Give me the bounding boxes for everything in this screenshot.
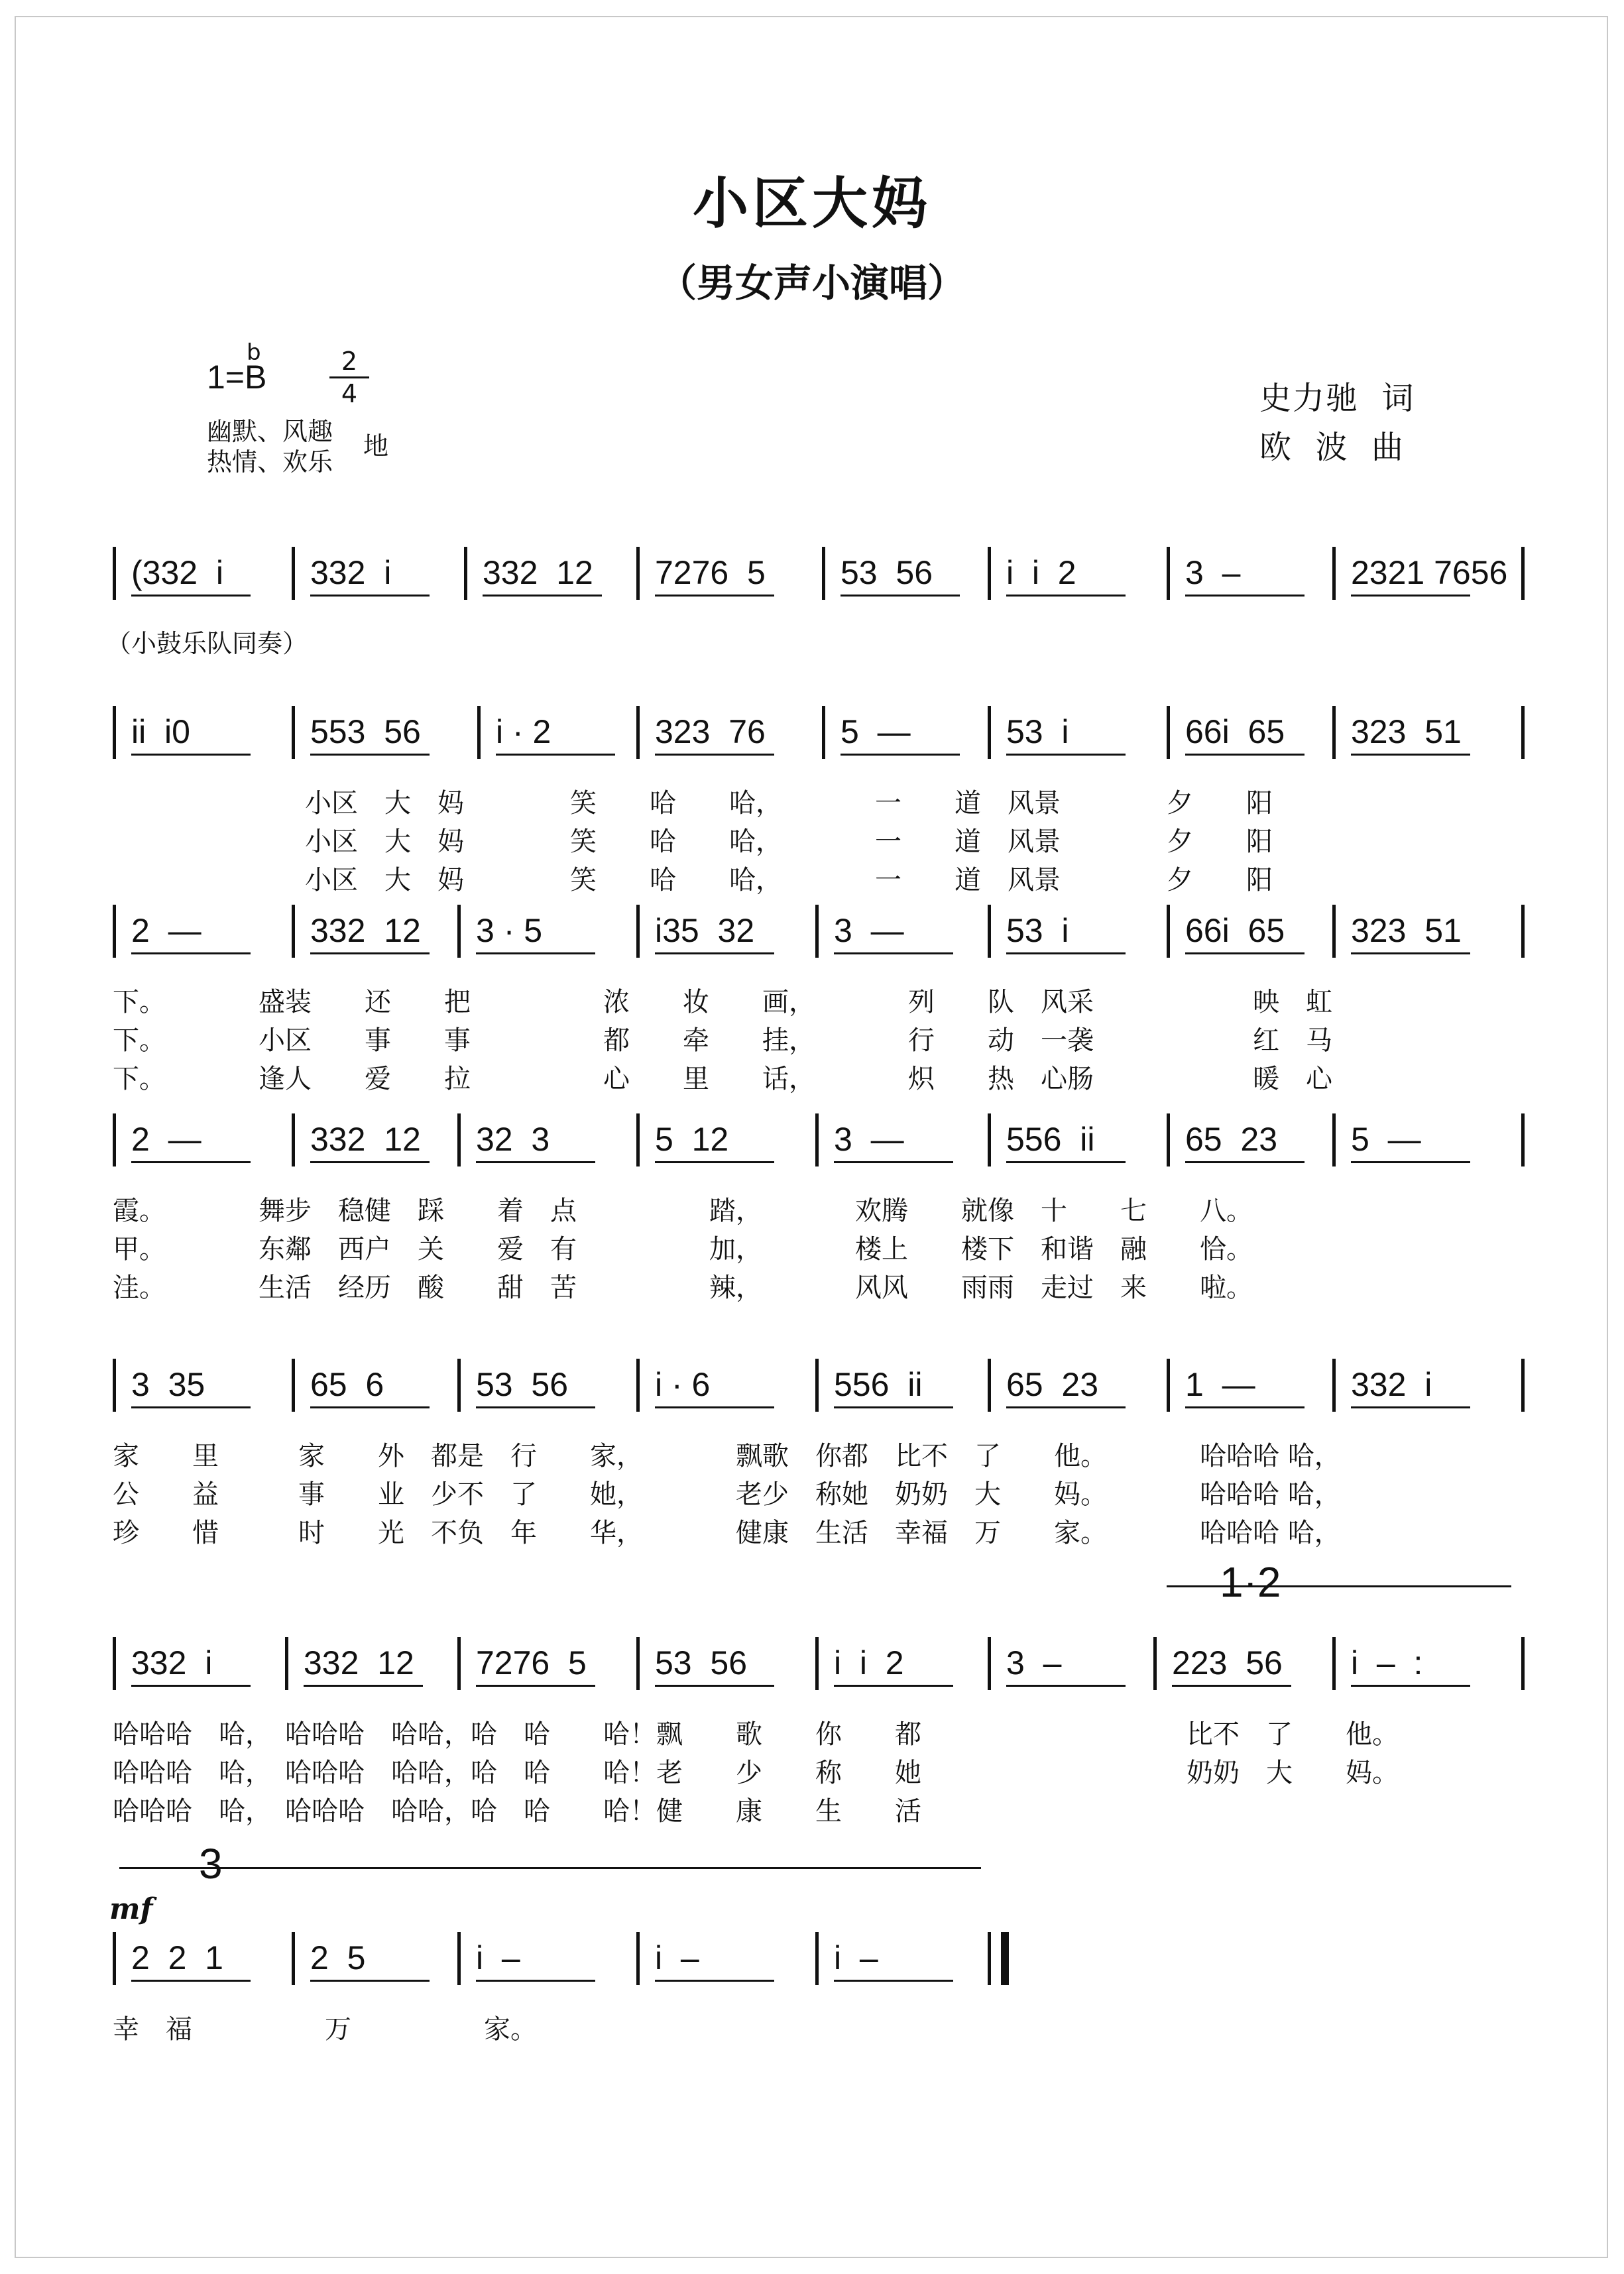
beam-line [1351,1685,1470,1687]
bar-line [292,905,295,958]
bar-line [113,1932,116,1985]
bar-line [988,1932,991,1985]
measure-notes: 53 i [1006,912,1069,949]
performance-note: （小鼓乐队同奏） [106,629,308,658]
measure-notes: 65 23 [1006,1366,1099,1403]
measure-notes: 323 51 [1351,713,1462,750]
measure-notes: 1 — [1185,1366,1255,1403]
measure-notes: i i 2 [834,1644,904,1681]
beam-line [1185,1161,1305,1163]
bar-line [988,905,991,958]
measure-notes: 556 ii [1006,1121,1095,1158]
dynamic-marking: mf [109,1892,153,1926]
key-signature: 1=B [207,359,267,396]
beam-line [1185,595,1305,597]
bar-line [1332,547,1336,600]
bar-line [988,547,991,600]
lyric-line: 哈哈哈 哈， 哈哈哈 哈哈，哈 哈 哈！老 少 称 她 奶奶 大 妈。 [113,1758,1399,1788]
measure-notes: 2 — [131,912,202,949]
bar-line [457,1359,461,1412]
measure-notes: 332 i [310,554,392,591]
measure-notes: 556 ii [834,1366,923,1403]
bar-line [464,547,467,600]
lyric-line: 哈哈哈 哈， 哈哈哈 哈哈，哈 哈 哈！飘 歌 你 都 比不 了 他。 [113,1719,1399,1750]
beam-line [476,1161,595,1163]
bar-line [988,1113,991,1166]
measure-notes: 553 56 [310,713,421,750]
measure-notes: 332 12 [310,1121,421,1158]
beam-line [1172,1685,1291,1687]
measure-notes: 3 · 5 [476,912,543,949]
measure-notes: 2 5 [310,1939,366,1976]
beam-line [310,1406,430,1408]
time-signature-denominator: 4 [341,379,358,408]
beam-line [131,754,251,756]
beam-line [1351,595,1470,597]
bar-line [1332,706,1336,759]
measure-notes: i35 32 [655,912,755,949]
bar-line [1521,547,1525,600]
bar-line [285,1637,288,1690]
volta-ending-label: 3 [199,1840,223,1888]
bar-line [113,1359,116,1412]
mood-line-2: 热情、欢乐 [207,447,333,477]
beam-line [655,1685,774,1687]
measure-notes: i i 2 [1006,554,1076,591]
beam-line [834,1980,953,1982]
measure-notes: 332 12 [304,1644,414,1681]
measure-notes: 332 i [1351,1366,1432,1403]
bar-line [636,1113,640,1166]
beam-line [310,754,430,756]
bar-line [292,706,295,759]
bar-line [1521,905,1525,958]
beam-line [1006,1406,1126,1408]
bar-line [1167,706,1170,759]
composer-credit: 欧 波 曲 [1259,429,1405,466]
mood-suffix: 地 [363,431,389,461]
key-flat: b [247,339,261,366]
bar-line [822,706,825,759]
bar-line [988,1359,991,1412]
measure-notes: 53 56 [655,1644,748,1681]
bar-line [1332,1113,1336,1166]
bar-line [292,547,295,600]
volta-ending-label: 1·2 [1220,1558,1281,1606]
measure-notes: 3 — [834,1121,904,1158]
bar-line [477,706,481,759]
measure-notes: 3 – [1185,554,1241,591]
beam-line [1006,1685,1126,1687]
bar-line [292,1932,295,1985]
bar-line [815,1113,819,1166]
lyric-line: 甲。 东鄰 西户 关 爱 有 加， 楼上 楼下 和谐 融 恰。 [113,1234,1253,1265]
bar-line [636,547,640,600]
measure-notes: ii i0 [131,713,190,750]
bar-line [1167,905,1170,958]
bar-line [113,1637,116,1690]
measure-notes: 66i 65 [1185,713,1285,750]
beam-line [304,1685,423,1687]
beam-line [834,1406,953,1408]
measure-notes: 7276 5 [655,554,766,591]
bar-line [1521,706,1525,759]
bar-line [457,905,461,958]
lyric-line: 珍 惜 时 光 不负 年 华， 健康 生活 幸福 万 家。 哈哈哈 哈， [113,1518,1341,1548]
lyric-line: 下。 逢人 爱 拉 心 里 话， 炽 热 心肠 暖 心 [113,1064,1332,1094]
measure-notes: 2 2 1 [131,1939,223,1976]
measure-notes: 3 — [834,912,904,949]
bar-line [1167,1359,1170,1412]
beam-line [131,1980,251,1982]
beam-line [834,1685,953,1687]
lyricist-credit: 史力驰 词 [1259,380,1415,417]
beam-line [476,1406,595,1408]
beam-line [131,952,251,954]
measure-notes: 323 51 [1351,912,1462,949]
lyric-line: 小区 大 妈 笑 哈 哈， 一 道 风景 夕 阳 [305,788,1273,819]
beam-line [655,952,774,954]
measure-notes: 2 — [131,1121,202,1158]
beam-line [655,1980,774,1982]
beam-line [310,595,430,597]
volta-bracket [119,1867,981,1869]
measure-notes: 332 i [131,1644,213,1681]
lyric-line: 家 里 家 外 都是 行 家， 飘歌 你都 比不 了 他。 哈哈哈 哈， [113,1441,1341,1471]
beam-line [655,754,774,756]
beam-line [841,595,960,597]
bar-line [1332,905,1336,958]
measure-notes: i – [655,1939,699,1976]
time-signature-numerator: 2 [341,347,358,376]
bar-line [988,706,991,759]
bar-line [1521,1637,1525,1690]
final-bar-line [1001,1932,1009,1985]
volta-bracket [1167,1585,1511,1587]
bar-line [636,706,640,759]
beam-line [1351,754,1470,756]
lyric-line: 小区 大 妈 笑 哈 哈， 一 道 风景 夕 阳 [305,826,1273,857]
beam-line [834,952,953,954]
bar-line [457,1113,461,1166]
beam-line [1185,952,1305,954]
beam-line [1006,754,1126,756]
measure-notes: 5 12 [655,1121,729,1158]
beam-line [131,1161,251,1163]
beam-line [310,1161,430,1163]
measure-notes: 332 12 [483,554,593,591]
beam-line [131,595,251,597]
measure-notes: i · 2 [496,713,551,750]
measure-notes: i – [476,1939,520,1976]
beam-line [310,952,430,954]
bar-line [113,1113,116,1166]
bar-line [113,706,116,759]
bar-line [1521,1113,1525,1166]
beam-line [655,595,774,597]
beam-line [1351,952,1470,954]
beam-line [1006,595,1126,597]
lyric-line: 下。 盛装 还 把 浓 妆 画， 列 队 风采 映 虹 [113,987,1332,1017]
song-subtitle: （男女声小演唱） [658,260,966,306]
mood-line-1: 幽默、风趣 [207,417,333,446]
measure-notes: i – : [1351,1644,1423,1681]
bar-line [636,1359,640,1412]
measure-notes: 53 56 [476,1366,569,1403]
measure-notes: 5 — [1351,1121,1421,1158]
bar-line [1521,1359,1525,1412]
measure-notes: 332 12 [310,912,421,949]
bar-line [636,1637,640,1690]
song-title: 小区大妈 [692,170,931,236]
lyric-line: 小区 大 妈 笑 哈 哈， 一 道 风景 夕 阳 [305,865,1273,895]
measure-notes: 7276 5 [476,1644,587,1681]
beam-line [131,1406,251,1408]
lyric-line: 哈哈哈 哈， 哈哈哈 哈哈，哈 哈 哈！健 康 生 活 [113,1796,921,1827]
measure-notes: i – [834,1939,878,1976]
bar-line [1332,1637,1336,1690]
bar-line [815,905,819,958]
beam-line [483,595,602,597]
measure-notes: i · 6 [655,1366,711,1403]
bar-line [815,1932,819,1985]
beam-line [131,1685,251,1687]
measure-notes: 32 3 [476,1121,550,1158]
measure-notes: 66i 65 [1185,912,1285,949]
beam-line [476,952,595,954]
beam-line [476,1685,595,1687]
bar-line [636,905,640,958]
measure-notes: 3 – [1006,1644,1062,1681]
bar-line [1167,1113,1170,1166]
bar-line [822,547,825,600]
time-signature [333,346,366,409]
bar-line [292,1113,295,1166]
lyric-line: 霞。 舞步 稳健 踩 着 点 踏， 欢腾 就像 十 七 八。 [113,1196,1253,1226]
bar-line [113,905,116,958]
bar-line [1332,1359,1336,1412]
bar-line [457,1637,461,1690]
measure-notes: 53 56 [841,554,933,591]
bar-line [292,1359,295,1412]
bar-line [815,1359,819,1412]
beam-line [1185,754,1305,756]
bar-line [988,1637,991,1690]
measure-notes: 5 — [841,713,911,750]
lyric-line: 下。 小区 事 事 都 牵 挂， 行 动 一袭 红 马 [113,1025,1332,1056]
beam-line [496,754,615,756]
measure-notes: (332 i [131,554,223,591]
beam-line [1351,1161,1470,1163]
measure-notes: 2321 7656 [1351,554,1508,591]
beam-line [1006,1161,1126,1163]
beam-line [841,754,960,756]
beam-line [655,1161,774,1163]
measure-notes: 65 6 [310,1366,384,1403]
lyric-line: 洼。 生活 经历 酸 甜 苦 辣， 风风 雨雨 走过 来 啦。 [113,1273,1253,1303]
beam-line [1006,952,1126,954]
lyric-line: 公 益 事 业 少不 了 她， 老少 称她 奶奶 大 妈。 哈哈哈 哈， [113,1479,1341,1510]
measure-notes: 53 i [1006,713,1069,750]
bar-line [1167,547,1170,600]
bar-line [815,1637,819,1690]
bar-line [636,1932,640,1985]
measure-notes: 323 76 [655,713,766,750]
beam-line [1185,1406,1305,1408]
beam-line [310,1980,430,1982]
beam-line [834,1161,953,1163]
bar-line [113,547,116,600]
measure-notes: 3 35 [131,1366,205,1403]
beam-line [655,1406,774,1408]
measure-notes: 65 23 [1185,1121,1278,1158]
bar-line [457,1932,461,1985]
bar-line [1153,1637,1157,1690]
beam-line [1351,1406,1470,1408]
beam-line [476,1980,595,1982]
lyric-line: 幸 福 万 家。 [113,2014,537,2045]
measure-notes: 223 56 [1172,1644,1283,1681]
